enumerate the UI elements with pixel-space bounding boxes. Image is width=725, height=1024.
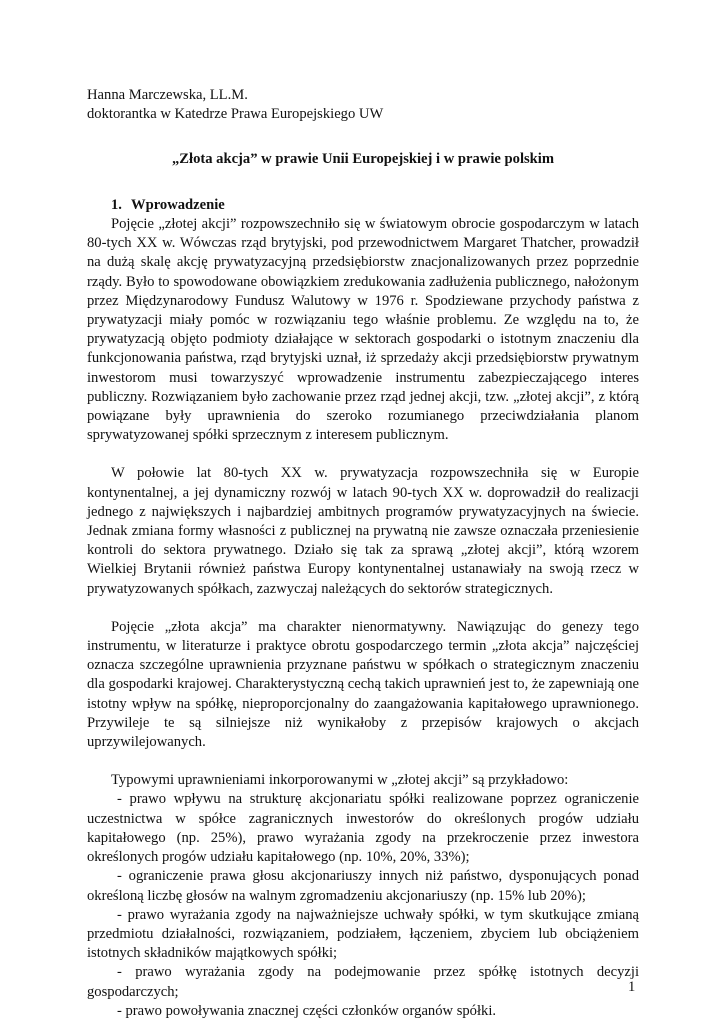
- page-number: 1: [628, 979, 636, 995]
- document-title: „Złota akcja” w prawie Unii Europejskiej i w prawie polskim: [171, 151, 555, 167]
- author-name: Hanna Marczewska, LL.M.: [87, 87, 248, 103]
- paragraph-3: Pojęcie „złota akcja” ma charakter nienormatywny. Nawiązując do genezy tego instrumentu, w literaturze i praktyce obrotu gospodarczego termin „złota akcja” najczęściej oznacza szczególne uprawnienia przyznane państwu w spółkach o strategicznym znaczeniu dla gospodarki krajowej. Charakterystyczną cechą takich uprawnień jest to, że zapewniają one istotny wpływ na spółkę, nieproporcjonalny do zaangażowania kapitałowego uprawnionego. Przywileje te są silniejsze niż wynikałoby z przepisów krajowych o akcjach uprzywilejowanych.: [87, 618, 639, 751]
- paragraph-1: Pojęcie „złotej akcji” rozpowszechniło się w światowym obrocie gospodarczym w latach 80-tych XX w. Wówczas rząd brytyjski, pod przewodnictwem Margaret Thatcher, prowadził na dużą skalę akcję prywatyzacyjną przedsiębiorstw znacjonalizowanych przez poprzednie rządy. Było to spowodowane obowiązkiem zredukowania zadłużenia publicznego, nałożonym przez Międzynarodowy Fundusz Walutowy w 1976 r. Spodziewane przychody państwa z prywatyzacji miały pomóc w rozwiązaniu tego właśnie problemu. Ze względu na to, że prywatyzacją objęto podmioty działające w sektorach gospodarki o istotnym znaczeniu dla funkcjonowania państwa, rząd brytyjski uznał, iż sprzedaży akcji przedsiębiorstw prywatnym inwestorom musi towarzyszyć wprowadzenie instrumentu zabezpieczającego interes publiczny. Rozwiązaniem było zachowanie przez rząd jednej akcji, tzw. „złotej akcji”, z którą powiązane były uprawnienia do szeroko rozumianego przeciwdziałania planom sprywatyzowanej spółki sprzecznym z interesem publicznym.: [87, 216, 639, 444]
- section-title: Wprowadzenie: [131, 197, 225, 213]
- list-item: - prawo wyrażania zgody na najważniejsze uchwały spółki, w tym skutkujące zmianą przedmiotu działalności, rozwiązaniem, podziałem, łączeniem, zbyciem lub obciążeniem istotnych składników majątkowych spółki;: [87, 906, 639, 962]
- paragraph-4: Typowymi uprawnieniami inkorporowanymi w „złotej akcji” są przykładowo:: [111, 772, 569, 789]
- list-item: - prawo powoływania znacznej części członków organów spółki.: [117, 1002, 497, 1019]
- paragraph-2: W połowie lat 80-tych XX w. prywatyzacja rozpowszechniła się w Europie kontynentalnej, a jej dynamiczny rozwój w latach 90-tych XX w. doprowadził do realizacji jednego z największych i najbardziej ambitnych programów prywatyzacyjnych na świecie. Jednak zmiana formy własności z publicznej na prywatną nie zawsze oznaczała przeniesienie kontroli do sektora prywatnego. Działo się tak za sprawą „złotej akcji”, którą wzorem Wielkiej Brytanii również państwa Europy kontynentalnej ustanawiały na swoją rzecz w prywatyzowanych spółkach, zazwyczaj należących do sektorów strategicznych.: [87, 465, 639, 597]
- section-heading: [111, 196, 639, 215]
- list-item: - prawo wpływu na strukturę akcjonariatu spółki realizowane poprzez ograniczenie uczestnictwa w spółce zagranicznych inwestorów do określonych progów udziału kapitałowego (np. 25%), prawo wyrażania zgody na przekroczenie przez inwestora określonych progów udziału kapitałowego (np. 10%, 20%, 33%);: [87, 791, 639, 866]
- document-page: [87, 86, 639, 1021]
- list-item: - prawo wyrażania zgody na podejmowanie przez spółkę istotnych decyzji gospodarczych;: [87, 964, 639, 1000]
- author-block: [87, 86, 639, 123]
- list-item: - ograniczenie prawa głosu akcjonariuszy innych niż państwo, dysponujących ponad określoną liczbę głosów na walnym zgromadzeniu akcjonariuszy (np. 15% lub 20%);: [87, 868, 639, 904]
- rights-list: [87, 790, 639, 1020]
- author-affiliation: doktorantka w Katedrze Prawa Europejskiego UW: [87, 105, 384, 122]
- section-number: 1.: [111, 197, 122, 213]
